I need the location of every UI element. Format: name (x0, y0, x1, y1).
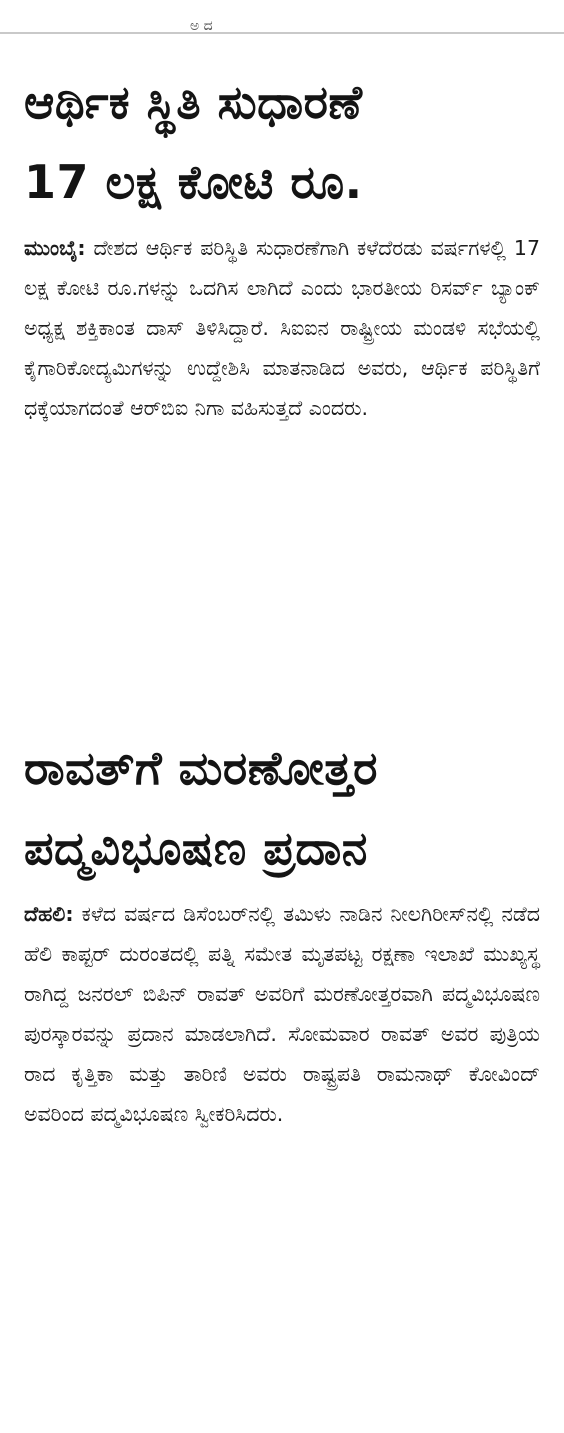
top-divider (0, 32, 564, 34)
news-article-rawat-award (24, 728, 540, 1134)
article-body (24, 228, 540, 428)
article-headline (24, 728, 540, 888)
article-body-text: ದೇಶದ ಆರ್ಥಿಕ ಪರಿಸ್ಥಿತಿ ಸುಧಾರಣೆಗಾಗಿ ಕಳೆದೆರಡು ವರ್ಷಗಳಲ್ಲಿ 17 ಲಕ್ಷ ಕೋಟಿ ರೂ.ಗಳನ್ನು ಒದಗಿಸ ಲಾಗಿದೆ ಎಂದು ಭಾರತೀಯ ರಿಸರ್ವ್ ಬ್ಯಾಂಕ್ ಅಧ್ಯಕ್ಷ ಶಕ್ತಿಕಾಂತ ದಾಸ್ ತಿಳಿಸಿದ್ದಾರೆ. ಸಿಐಐನ ರಾಷ್ಟ್ರೀಯ ಮಂಡಳಿ ಸಭೆಯಲ್ಲಿ ಕೈಗಾರಿಕೋದ್ಯಮಿಗಳನ್ನು ಉದ್ದೇಶಿಸಿ ಮಾತನಾಡಿದ ಅವರು, ಆರ್ಥಿಕ ಪರಿಸ್ಥಿತಿಗೆ ಧಕ್ಕೆಯಾಗದಂತೆ ಆರ್‌ಬಿಐ ನಿಗಾ ವಹಿಸುತ್ತದೆ ಎಂದರು. (24, 236, 540, 420)
news-article-economy (24, 62, 540, 428)
article-body-text: ಕಳೆದ ವರ್ಷದ ಡಿಸೆಂಬರ್‌ನಲ್ಲಿ ತಮಿಳು ನಾಡಿನ ನೀಲಗಿರೀಸ್‌ನಲ್ಲಿ ನಡೆದ ಹೆಲಿ ಕಾಪ್ಟರ್ ದುರಂತದಲ್ಲಿ ಪತ್ನಿ ಸಮೇತ ಮೃತಪಟ್ಟ ರಕ್ಷಣಾ ಇಲಾಖೆ ಮುಖ್ಯಸ್ಥ ರಾಗಿದ್ದ ಜನರಲ್ ಬಿಪಿನ್ ರಾವತ್ ಅವರಿಗೆ ಮರಣೋತ್ತರವಾಗಿ ಪದ್ಮವಿಭೂಷಣ ಪುರಸ್ಕಾರವನ್ನು ಪ್ರದಾನ ಮಾಡಲಾಗಿದೆ. ಸೋಮವಾರ ರಾವತ್ ಅವರ ಪುತ್ರಿಯ ರಾದ ಕೃತ್ತಿಕಾ ಮತ್ತು ತಾರಿಣಿ ಅವರು ರಾಷ್ಟ್ರಪತಿ ರಾಮನಾಥ್ ಕೋವಿಂದ್ ಅವರಿಂದ ಪದ್ಮವಿಭೂಷಣ ಸ್ವೀಕರಿಸಿದರು. (24, 902, 540, 1126)
headline-line: ರಾವತ್‌ಗೆ ಮರಣೋತ್ತರ (24, 741, 378, 795)
article-body (24, 894, 540, 1134)
article-dateline: ದೆಹಲಿ: (24, 902, 74, 926)
article-dateline: ಮುಂಬೈ: (24, 236, 86, 260)
article-headline (24, 62, 540, 222)
clipped-top-text: ಅ ದ (190, 20, 213, 32)
headline-line: ಆರ್ಥಿಕ ಸ್ಥಿತಿ ಸುಧಾರಣೆ (24, 75, 363, 129)
headline-line: 17 ಲಕ್ಷ ಕೋಟಿ ರೂ. (24, 155, 363, 209)
headline-line: ಪದ್ಮವಿಭೂಷಣ ಪ್ರದಾನ (24, 821, 368, 875)
